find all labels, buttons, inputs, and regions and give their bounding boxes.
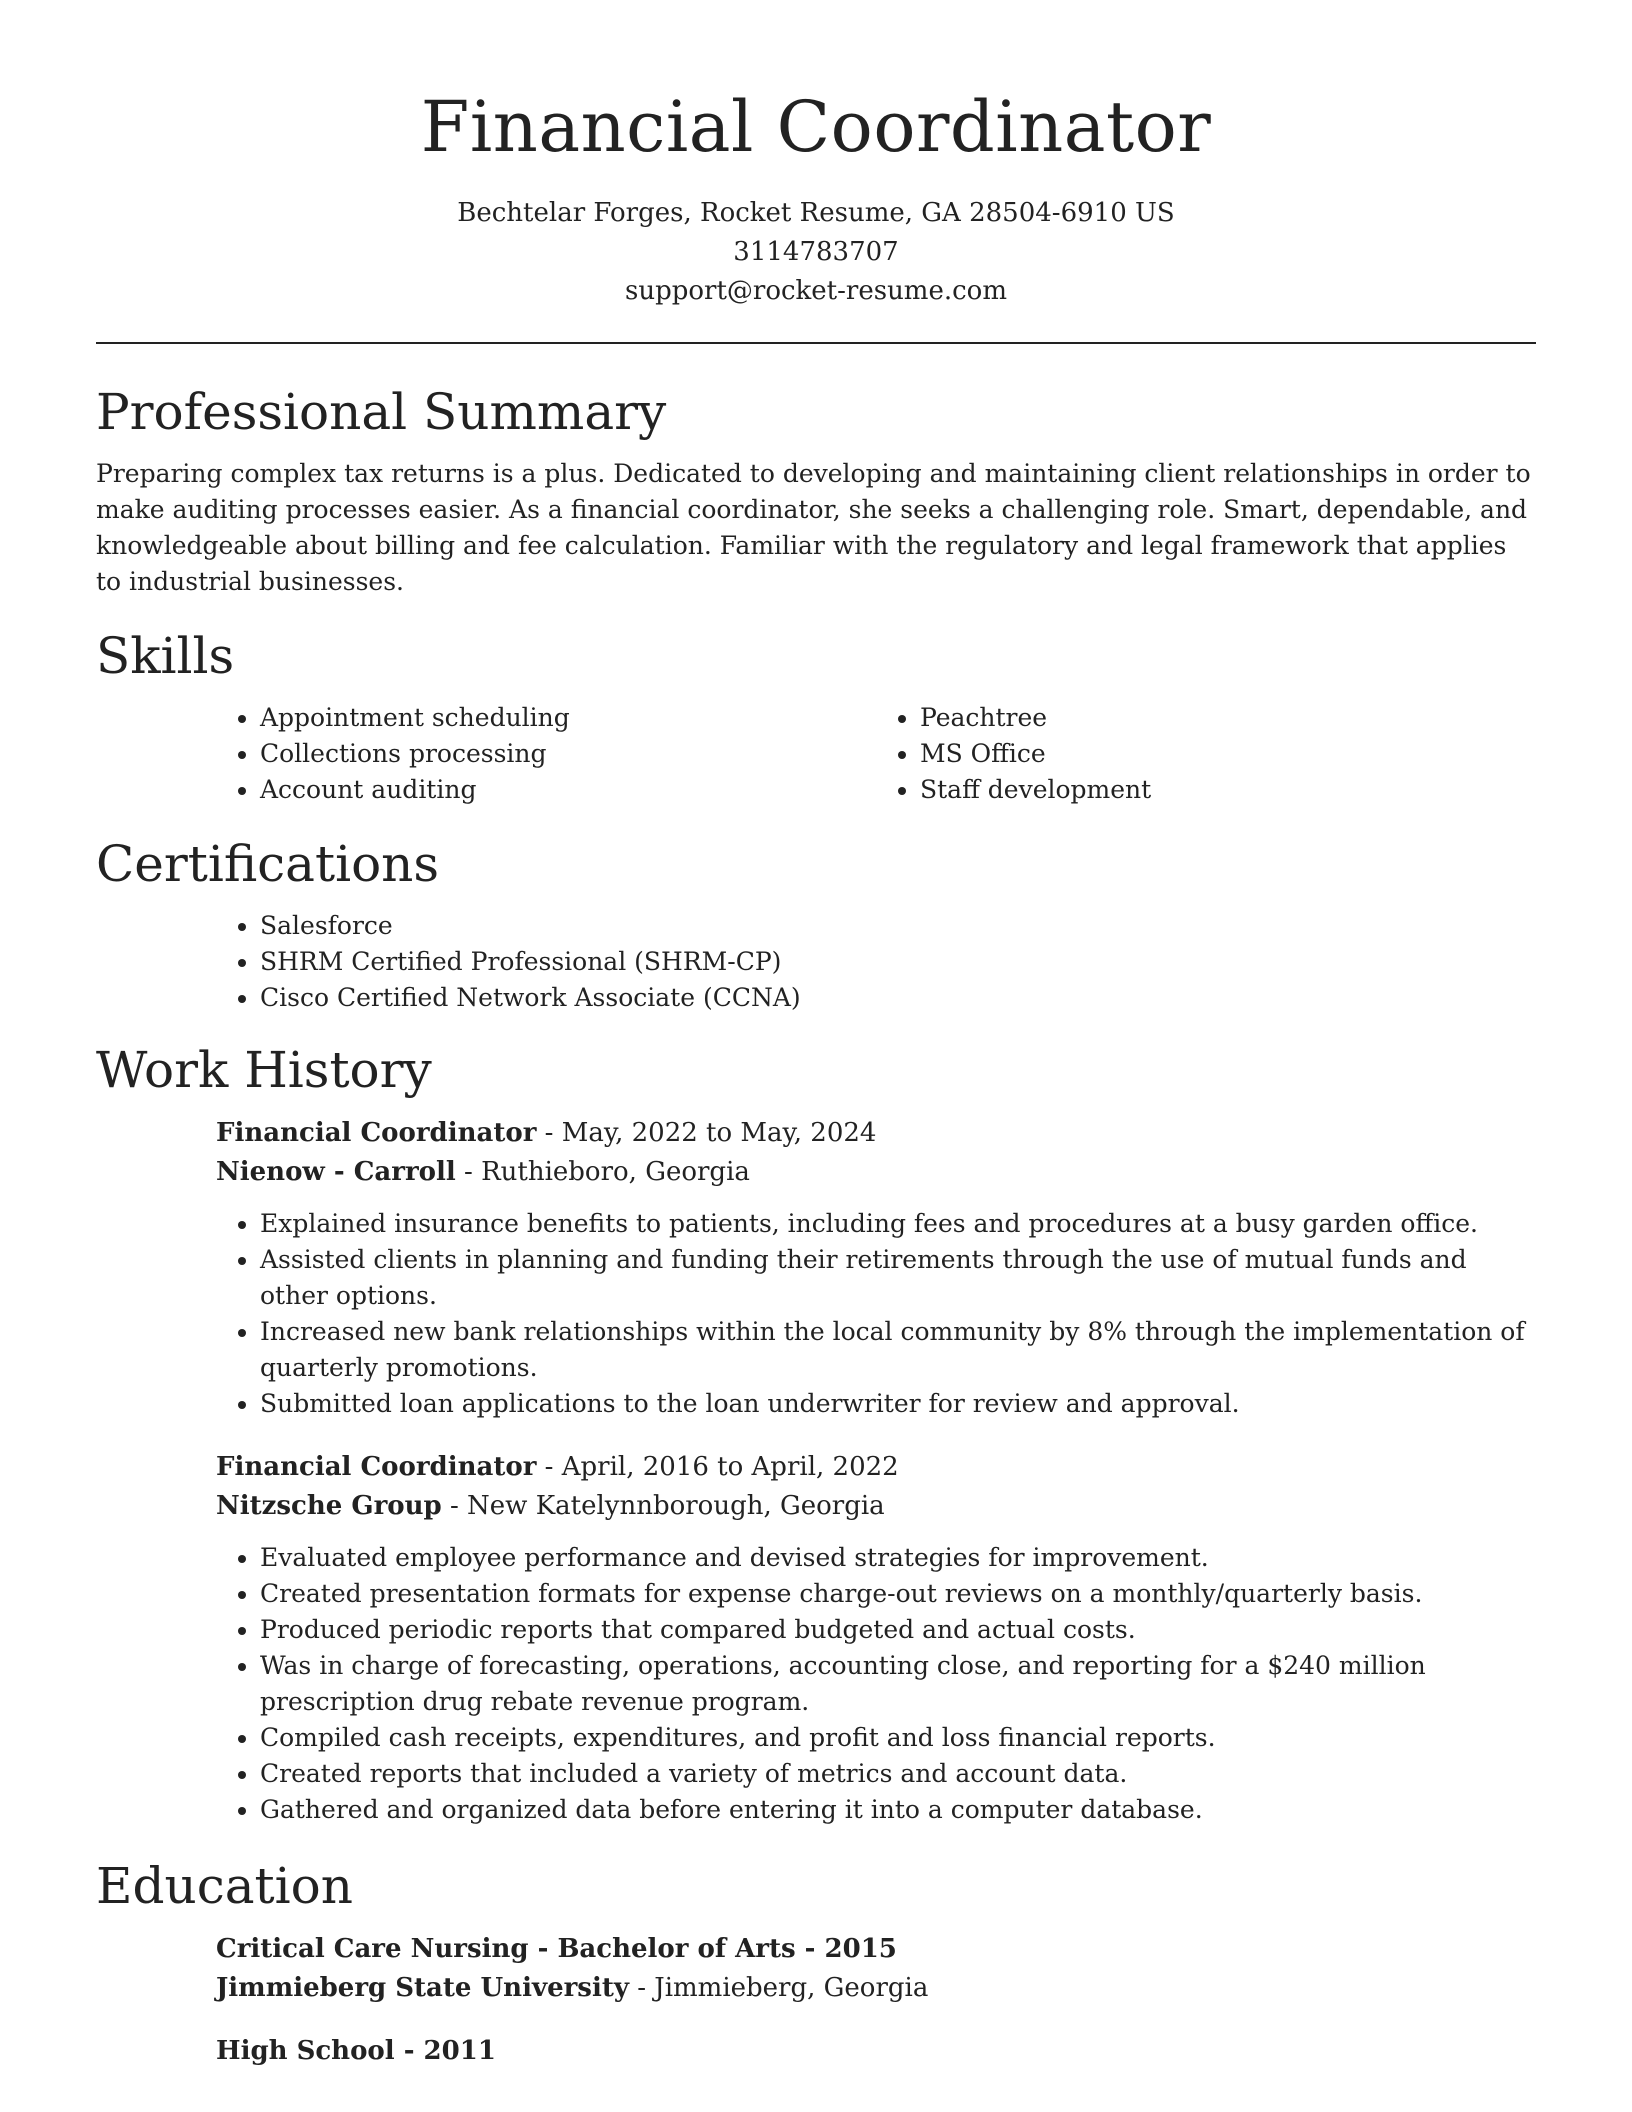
education-degree: Critical Care Nursing - Bachelor of Arts - 2015: [216, 1934, 897, 1964]
skills-columns: [216, 700, 1536, 808]
skill-item: • Peachtree: [920, 700, 1536, 736]
contact-block: [0, 194, 1632, 311]
contact-address: Bechtelar Forges, Rocket Resume, GA 28504-6910 US: [457, 198, 1175, 228]
job-bullet: • Created reports that included a variety of metrics and account data.: [260, 1756, 1536, 1792]
summary-text: Preparing complex tax returns is a plus. Dedicated to developing and maintaining client relationships in order to make auditing processes easier. As a financial coordinator, she seeks a challenging role. Smart, dependable, and knowledgeable about billing and fee calculation. Familiar with the regulatory and legal framework that applies to industrial businesses.: [96, 459, 1531, 596]
job-bullet: • Assisted clients in planning and funding their retirements through the use of mutual funds and other options.: [260, 1242, 1536, 1314]
certifications-heading: Certifications: [96, 835, 440, 893]
job-bullet: • Gathered and organized data before entering it into a computer database.: [260, 1792, 1536, 1828]
education-heading: Education: [96, 1857, 353, 1915]
education-school-line: [216, 1969, 1536, 2008]
job-bullet: • Was in charge of forecasting, operations, accounting close, and reporting for a $240 million prescription drug rebate revenue program.: [260, 1648, 1536, 1720]
job-title-line: [216, 1448, 1536, 1487]
contact-email: support@rocket-resume.com: [624, 276, 1007, 306]
skills-list-left: [216, 700, 876, 808]
skill-item: • Account auditing: [260, 772, 876, 808]
job-dates: - May, 2022 to May, 2024: [536, 1118, 877, 1148]
job-bullet: • Submitted loan applications to the loan underwriter for review and approval.: [260, 1386, 1536, 1422]
education-entry: [216, 2032, 1536, 2071]
skill-item: • Collections processing: [260, 736, 876, 772]
job-bullet: • Compiled cash receipts, expenditures, and profit and loss financial reports.: [260, 1720, 1536, 1756]
skills-list-right: [876, 700, 1536, 808]
job-company: Nienow - Carroll: [216, 1157, 456, 1187]
certifications-section: [96, 832, 1536, 1016]
certification-item: • Cisco Certified Network Associate (CCNA): [260, 980, 1536, 1016]
work-history-heading: Work History: [96, 1041, 432, 1099]
education-section: [96, 1854, 1536, 2071]
skill-item: • Staff development: [920, 772, 1536, 808]
summary-heading: Professional Summary: [96, 383, 667, 441]
job-entry: [216, 1448, 1536, 1828]
certification-item: • SHRM Certified Professional (SHRM-CP): [260, 944, 1536, 980]
resume-content: [96, 380, 1536, 2095]
skills-heading: Skills: [96, 627, 235, 685]
job-bullet: • Evaluated employee performance and devised strategies for improvement.: [260, 1540, 1536, 1576]
job-title: Financial Coordinator: [216, 1452, 537, 1482]
job-bullet: • Explained insurance benefits to patients, including fees and procedures at a busy garden office.: [260, 1206, 1536, 1242]
job-bullets: [216, 1206, 1536, 1422]
job-location: - Ruthieboro, Georgia: [455, 1157, 750, 1187]
job-bullet: • Produced periodic reports that compared budgeted and actual costs.: [260, 1612, 1536, 1648]
education-degree-line: [216, 2032, 1536, 2071]
skill-item: • Appointment scheduling: [260, 700, 876, 736]
job-bullet: • Created presentation formats for expense charge-out reviews on a monthly/quarterly basis.: [260, 1576, 1536, 1612]
contact-phone: 3114783707: [733, 237, 899, 267]
job-bullets: [216, 1540, 1536, 1828]
job-title-line: [216, 1114, 1536, 1153]
job-company-line: [216, 1487, 1536, 1526]
header-divider: [96, 342, 1536, 344]
job-company-line: [216, 1153, 1536, 1192]
candidate-name: Financial Coordinator: [420, 86, 1212, 168]
education-entry: [216, 1930, 1536, 2008]
job-entry: [216, 1114, 1536, 1422]
job-bullet: • Increased new bank relationships within the local community by 8% through the implementation of quarterly promotions.: [260, 1314, 1536, 1386]
job-dates: - April, 2016 to April, 2022: [536, 1452, 899, 1482]
summary-section: [96, 380, 1536, 600]
education-location: - Jimmieberg, Georgia: [628, 1973, 929, 2003]
education-school: Jimmieberg State University: [216, 1973, 629, 2003]
job-location: - New Katelynnborough, Georgia: [441, 1491, 885, 1521]
resume-header: [0, 0, 1632, 311]
skill-item: • MS Office: [920, 736, 1536, 772]
certifications-list: [216, 908, 1536, 1016]
certification-item: • Salesforce: [260, 908, 1536, 944]
work-history-section: [96, 1038, 1536, 1828]
job-company: Nitzsche Group: [216, 1491, 442, 1521]
job-title: Financial Coordinator: [216, 1118, 537, 1148]
education-degree-line: [216, 1930, 1536, 1969]
skills-section: [96, 624, 1536, 808]
education-degree: High School - 2011: [216, 2036, 496, 2066]
